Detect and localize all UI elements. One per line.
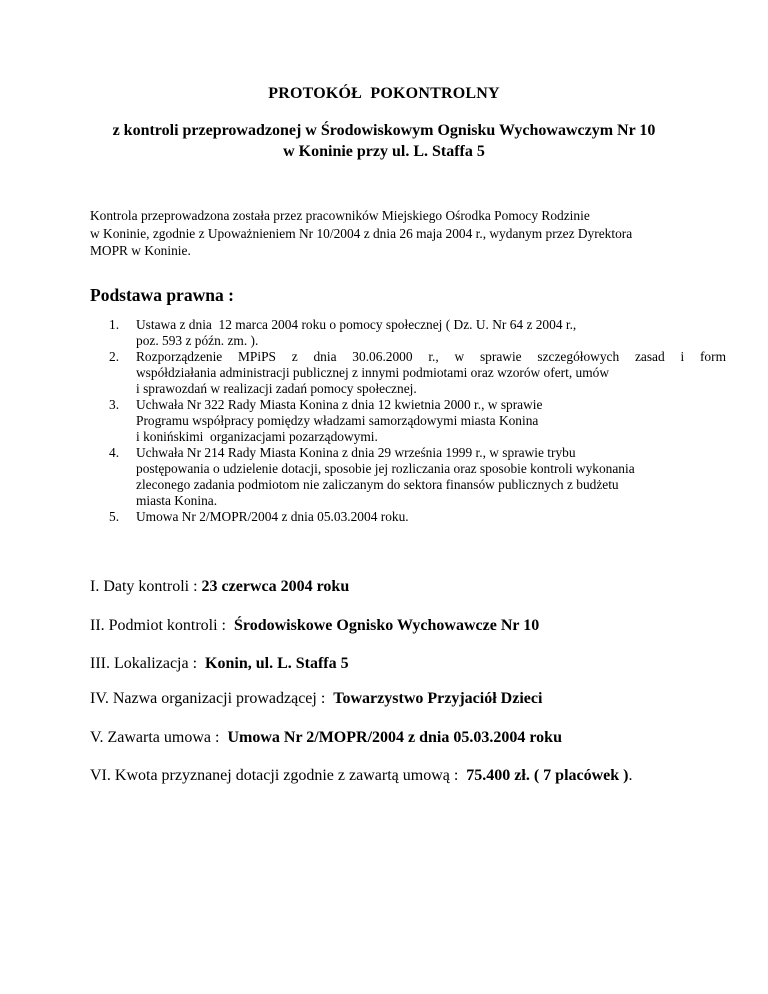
- list-item-line: zleconego zadania podmiotom nie zaliczanym do sektora finansów publicznych z budżetu: [136, 477, 619, 492]
- legal-basis-item: [90, 397, 726, 445]
- intro-line-3: MOPR w Koninie.: [90, 243, 191, 258]
- list-item-line: i konińskimi organizacjami pozarządowymi.: [136, 429, 378, 444]
- document-subtitle: [0, 120, 768, 162]
- detail-suffix: .: [628, 767, 633, 784]
- subtitle-line-1: z kontroli przeprowadzonej w Środowiskowym Ognisku Wychowawczym Nr 10: [112, 122, 656, 139]
- detail-value: Towarzystwo Przyjaciół Dzieci: [333, 690, 543, 707]
- list-number: 2.: [109, 349, 120, 364]
- legal-basis-item: [90, 349, 726, 397]
- list-number: 3.: [109, 397, 120, 412]
- detail-inspection-date: [90, 578, 349, 596]
- legal-basis-item: [90, 509, 726, 525]
- list-item-line: Rozporządzenie MPiPS z dnia 30.06.2000 r., w sprawie szczegółowych zasad i form: [136, 349, 726, 364]
- list-number: 4.: [109, 445, 120, 460]
- list-item-line: współdziałania administracji publicznej z innymi podmiotami oraz wzorów ofert, umów: [136, 365, 610, 380]
- intro-line-1: Kontrola przeprowadzona została przez pracowników Miejskiego Ośrodka Pomocy Rodzinie: [90, 208, 590, 223]
- detail-value: 75.400 zł. ( 7 placówek ): [466, 767, 629, 784]
- intro-line-2: w Koninie, zgodnie z Upoważnieniem Nr 10/2004 z dnia 26 maja 2004 r., wydanym przez Dyrektora: [90, 225, 633, 241]
- detail-location: [90, 655, 349, 673]
- detail-value: Konin, ul. L. Staffa 5: [205, 655, 349, 672]
- list-item-line: Uchwała Nr 322 Rady Miasta Konina z dnia 12 kwietnia 2000 r., w sprawie: [136, 397, 543, 412]
- legal-basis-item: [90, 445, 726, 509]
- detail-label: VI. Kwota przyznanej dotacji zgodnie z zawartą umową :: [90, 767, 467, 784]
- subtitle-line-2: w Koninie przy ul. L. Staffa 5: [283, 143, 485, 160]
- detail-label: IV. Nazwa organizacji prowadzącej :: [90, 690, 334, 707]
- detail-label: V. Zawarta umowa :: [90, 729, 228, 746]
- list-number: 5.: [109, 509, 120, 524]
- list-item-line: miasta Konina.: [136, 493, 218, 508]
- detail-organization: [90, 690, 542, 708]
- document-title: PROTOKÓŁ POKONTROLNY: [268, 85, 500, 102]
- list-number: 1.: [109, 317, 120, 332]
- list-item-line: Programu współpracy pomiędzy władzami samorządowymi miasta Konina: [136, 413, 539, 428]
- list-item-line: postępowania o udzielenie dotacji, sposobie jej rozliczania oraz sposobie kontroli wykonania: [136, 461, 635, 476]
- detail-value: Środowiskowe Ognisko Wychowawcze Nr 10: [234, 617, 540, 634]
- legal-basis-item: [90, 317, 726, 349]
- detail-grant-amount: [90, 767, 633, 785]
- list-item-line: Uchwała Nr 214 Rady Miasta Konina z dnia 29 września 1999 r., w sprawie trybu: [136, 445, 576, 460]
- list-item-line: poz. 593 z późn. zm. ).: [136, 333, 259, 348]
- list-item-line: Ustawa z dnia 12 marca 2004 roku o pomocy społecznej ( Dz. U. Nr 64 z 2004 r.,: [136, 317, 577, 332]
- detail-value: Umowa Nr 2/MOPR/2004 z dnia 05.03.2004 roku: [227, 729, 562, 746]
- list-item-line: i sprawozdań w realizacji zadań pomocy społecznej.: [136, 381, 417, 396]
- detail-label: I. Daty kontroli :: [90, 578, 202, 595]
- intro-paragraph: [90, 207, 730, 260]
- legal-basis-heading: Podstawa prawna :: [90, 285, 234, 305]
- detail-label: II. Podmiot kontroli :: [90, 617, 234, 634]
- legal-basis-list: [90, 317, 726, 525]
- detail-inspected-entity: [90, 617, 539, 635]
- detail-label: III. Lokalizacja :: [90, 655, 206, 672]
- detail-value: 23 czerwca 2004 roku: [201, 578, 350, 595]
- list-item-line: Umowa Nr 2/MOPR/2004 z dnia 05.03.2004 roku.: [136, 509, 409, 524]
- detail-contract: [90, 729, 562, 747]
